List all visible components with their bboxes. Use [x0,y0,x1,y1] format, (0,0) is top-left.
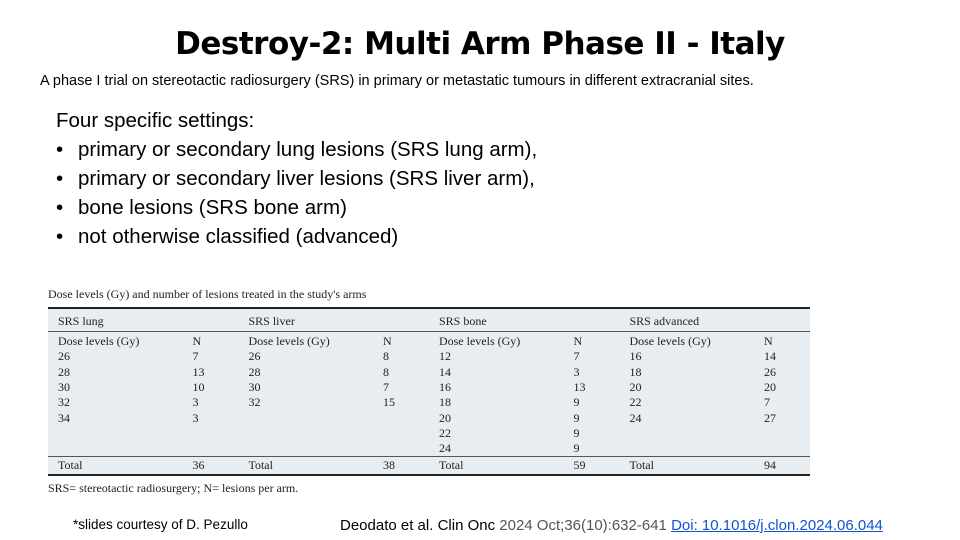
table-row [48,395,810,410]
lesion-count-cell-bone: 9 [573,441,580,456]
dose-level-cell-lung: 28 [58,364,70,379]
dose-level-cell-liver [238,410,373,425]
lesion-count-cell-advanced: 14 [763,349,776,364]
citation-doi-link[interactable]: Doi: 10.1016/j.clon.2024.06.044 [671,517,883,534]
lesion-count-cell-liver: 15 [383,395,396,410]
total-label: Total [48,457,183,476]
lesion-count-cell-advanced [754,441,810,457]
lesion-count-cell-bone: 9 [573,425,580,440]
table-row [48,441,810,457]
table-body [48,349,810,457]
lesion-count-cell-liver: 8 [383,364,390,379]
dose-level-cell-bone: 14 [438,364,451,379]
lesion-count-cell-bone: 3 [573,364,580,379]
table-row [48,349,810,364]
total-value-bone: 59 [564,457,620,476]
lesion-count-cell-lung: 7 [192,349,199,364]
dose-level-cell-lung: 26 [58,349,70,364]
dose-level-cell-bone: 12 [438,349,451,364]
lesion-count-cell-advanced: 7 [763,395,770,410]
dose-level-cell-lung: 30 [58,380,70,395]
table-caption: Dose levels (Gy) and number of lesions treated in the study's arms [48,287,367,301]
settings-item-advanced: • not otherwise classified (advanced) [56,222,537,251]
lesion-count-cell-advanced: 20 [763,380,776,395]
arm-header-lung: SRS lung [48,308,238,332]
dose-level-cell-liver [238,441,373,457]
citation-journal: Deodato et al. Clin Onc [340,517,496,534]
dose-level-cell-advanced: 24 [629,410,642,425]
lesion-count-cell-advanced [754,426,810,441]
table-row [48,380,810,395]
lesion-count-cell-bone: 13 [573,380,586,395]
dose-level-cell-lung: 34 [58,410,70,425]
dose-level-cell-liver [238,426,373,441]
col-header-n: N [763,334,773,349]
total-label: Total [619,457,754,476]
dose-level-cell-liver: 32 [248,395,261,410]
lesion-count-cell-advanced: 26 [763,364,776,379]
dose-level-cell-bone: 18 [438,395,451,410]
lesion-count-cell-bone: 9 [573,395,580,410]
slide-title: Destroy-2: Multi Arm Phase II - Italy [175,26,785,62]
dose-level-cell-advanced: 20 [629,380,642,395]
dose-level-cell-advanced: 22 [629,395,642,410]
dose-level-cell-liver: 26 [248,349,261,364]
dose-level-cell-liver: 28 [248,364,261,379]
arm-header-advanced: SRS advanced [619,308,810,332]
slide-credit: *slides courtesy of D. Pezullo [73,517,248,532]
lesion-count-cell-lung: 3 [192,395,199,410]
dose-level-cell-lung: 32 [58,395,70,410]
lesion-count-cell-lung [183,426,239,441]
lesion-count-cell-bone: 9 [573,410,580,425]
lesion-count-cell-lung [183,441,239,457]
settings-heading: Four specific settings: [56,109,255,132]
arm-header-bone: SRS bone [429,308,619,332]
dose-level-cell-advanced [619,426,754,441]
dose-level-cell-advanced [619,441,754,457]
total-value-lung: 36 [183,457,239,476]
col-header-dose: Dose levels (Gy) [58,334,140,349]
lesion-count-cell-advanced: 27 [763,410,776,425]
settings-item-bone: • bone lesions (SRS bone arm) [56,193,537,222]
dose-table-figure [48,287,812,496]
col-header-n: N [192,334,202,349]
col-header-n: N [383,334,392,349]
lesion-count-cell-liver: 8 [383,349,390,364]
lesion-count-cell-bone: 7 [573,349,580,364]
total-label: Total [429,457,564,476]
dose-level-cell-bone: 24 [438,441,451,456]
dose-level-cell-advanced: 16 [629,349,642,364]
settings-list [56,135,537,251]
lesion-count-cell-liver: 7 [383,380,390,395]
dose-level-cell-bone: 16 [438,380,451,395]
total-value-advanced: 94 [754,457,810,476]
dose-level-cell-advanced: 18 [629,364,642,379]
table-column-header-row [48,332,810,350]
col-header-n: N [573,334,583,349]
settings-block [56,106,537,251]
lesion-count-cell-lung: 3 [192,410,199,425]
lesion-count-cell-lung: 10 [192,380,205,395]
settings-item-lung: • primary or secondary lung lesions (SRS lung arm), [56,135,537,164]
lesion-count-cell-liver [373,426,429,441]
dose-level-cell-bone: 20 [438,410,451,425]
dose-level-cell-liver: 30 [248,380,261,395]
arm-header-liver: SRS liver [238,308,428,332]
dose-level-cell-bone: 22 [438,425,451,440]
dose-level-cell-lung [48,441,183,457]
table-arm-header-row [48,308,810,332]
slide-subtitle: A phase I trial on stereotactic radiosurgery (SRS) in primary or metastatic tumours in different extracranial sites. [40,73,754,89]
citation-detail: 2024 Oct;36(10):632-641 [499,517,667,534]
total-label: Total [238,457,373,476]
citation [340,517,883,534]
lesion-count-cell-liver [373,441,429,457]
table-row [48,426,810,441]
table-row [48,365,810,380]
table-total-row [48,457,810,476]
col-header-dose: Dose levels (Gy) [629,334,711,349]
table-footnote: SRS= stereotactic radiosurgery; N= lesions per arm. [48,481,299,496]
lesion-count-cell-liver [373,410,429,425]
settings-item-liver: • primary or secondary liver lesions (SRS liver arm), [56,164,537,193]
dose-level-cell-lung [48,426,183,441]
lesion-count-cell-lung: 13 [192,364,205,379]
total-value-liver: 38 [373,457,429,476]
col-header-dose: Dose levels (Gy) [248,334,330,349]
col-header-dose: Dose levels (Gy) [438,334,521,349]
table-row [48,410,810,425]
dose-table [48,307,810,476]
